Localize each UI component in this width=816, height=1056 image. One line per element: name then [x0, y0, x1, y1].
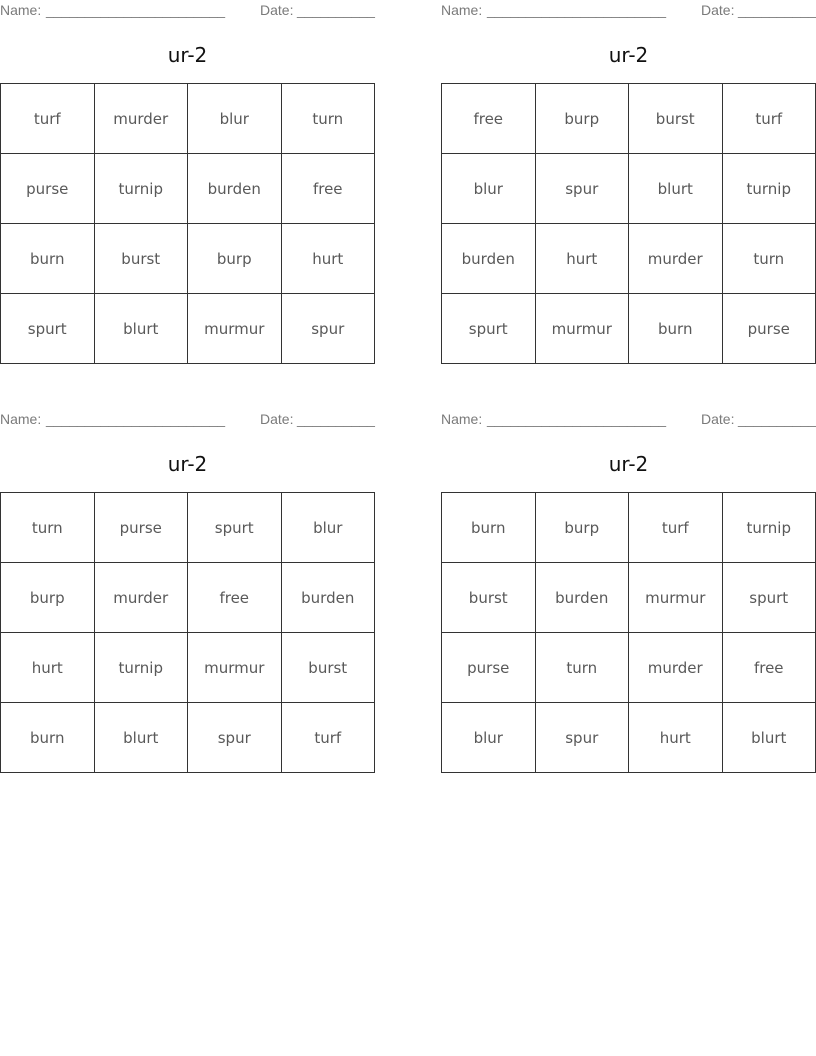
grid-cell: turf: [629, 493, 723, 563]
grid-cell: hurt: [282, 224, 376, 294]
grid-cell: turnip: [723, 493, 816, 563]
grid-cell: blurt: [723, 703, 816, 773]
grid-cell: burn: [1, 224, 95, 294]
word-grid: [441, 492, 816, 773]
grid-cell: burden: [188, 154, 282, 224]
grid-cell: purse: [723, 294, 816, 364]
grid-cell: murmur: [536, 294, 630, 364]
grid-cell: spur: [282, 294, 376, 364]
date-label: Date:: [260, 2, 294, 18]
grid-cell: turn: [282, 84, 376, 154]
grid-cell: spurt: [1, 294, 95, 364]
grid-cell: spur: [188, 703, 282, 773]
grid-cell: burst: [95, 224, 189, 294]
grid-cell: burst: [629, 84, 723, 154]
grid-cell: blurt: [95, 294, 189, 364]
name-date-header: [441, 2, 816, 20]
grid-cell: murmur: [188, 294, 282, 364]
grid-cell: blurt: [95, 703, 189, 773]
date-label: Date:: [701, 411, 735, 427]
grid-cell: purse: [1, 154, 95, 224]
grid-cell: spur: [536, 703, 630, 773]
grid-cell: blur: [188, 84, 282, 154]
date-label: Date:: [701, 2, 735, 18]
grid-cell: free: [282, 154, 376, 224]
name-blank-line: _______________________: [46, 2, 226, 18]
word-grid: [441, 83, 816, 364]
grid-cell: free: [188, 563, 282, 633]
grid-cell: turn: [536, 633, 630, 703]
grid-cell: blurt: [629, 154, 723, 224]
grid-cell: murder: [95, 84, 189, 154]
card-title: ur-2: [167, 452, 208, 476]
name-label: Name:: [0, 2, 42, 18]
grid-cell: murmur: [629, 563, 723, 633]
name-label: Name:: [441, 2, 483, 18]
name-label: Name:: [0, 411, 42, 427]
bingo-card: [441, 0, 816, 364]
grid-cell: burn: [629, 294, 723, 364]
card-title: ur-2: [608, 43, 649, 67]
date-blank-line: __________: [738, 2, 816, 18]
name-blank-line: _______________________: [487, 2, 667, 18]
grid-cell: turf: [723, 84, 816, 154]
grid-cell: free: [442, 84, 536, 154]
grid-cell: spurt: [188, 493, 282, 563]
bingo-card: [0, 409, 375, 773]
grid-cell: murder: [629, 224, 723, 294]
grid-cell: turnip: [95, 154, 189, 224]
bingo-card: [0, 0, 375, 364]
grid-cell: burn: [1, 703, 95, 773]
word-grid: [0, 83, 375, 364]
grid-cell: turn: [723, 224, 816, 294]
name-date-header: [441, 411, 816, 429]
date-blank-line: __________: [738, 411, 816, 427]
grid-cell: murder: [95, 563, 189, 633]
grid-cell: murder: [629, 633, 723, 703]
grid-cell: blur: [442, 154, 536, 224]
grid-cell: burden: [536, 563, 630, 633]
date-blank-line: __________: [297, 2, 375, 18]
grid-cell: burden: [282, 563, 376, 633]
grid-cell: free: [723, 633, 816, 703]
grid-cell: murmur: [188, 633, 282, 703]
grid-cell: burst: [442, 563, 536, 633]
card-title: ur-2: [167, 43, 208, 67]
grid-cell: spurt: [442, 294, 536, 364]
bingo-card: [441, 409, 816, 773]
date-label: Date:: [260, 411, 294, 427]
grid-cell: turf: [282, 703, 376, 773]
grid-cell: spur: [536, 154, 630, 224]
word-grid: [0, 492, 375, 773]
grid-cell: burden: [442, 224, 536, 294]
card-title: ur-2: [608, 452, 649, 476]
grid-cell: burp: [536, 493, 630, 563]
grid-cell: hurt: [536, 224, 630, 294]
grid-cell: hurt: [1, 633, 95, 703]
grid-cell: spurt: [723, 563, 816, 633]
grid-cell: burp: [1, 563, 95, 633]
grid-cell: burp: [188, 224, 282, 294]
name-label: Name:: [441, 411, 483, 427]
name-blank-line: _______________________: [46, 411, 226, 427]
grid-cell: purse: [95, 493, 189, 563]
grid-cell: turnip: [95, 633, 189, 703]
grid-cell: turf: [1, 84, 95, 154]
date-blank-line: __________: [297, 411, 375, 427]
grid-cell: purse: [442, 633, 536, 703]
grid-cell: blur: [442, 703, 536, 773]
grid-cell: hurt: [629, 703, 723, 773]
grid-cell: blur: [282, 493, 376, 563]
name-blank-line: _______________________: [487, 411, 667, 427]
grid-cell: burn: [442, 493, 536, 563]
grid-cell: turnip: [723, 154, 816, 224]
name-date-header: [0, 2, 375, 20]
grid-cell: turn: [1, 493, 95, 563]
grid-cell: burp: [536, 84, 630, 154]
name-date-header: [0, 411, 375, 429]
grid-cell: burst: [282, 633, 376, 703]
